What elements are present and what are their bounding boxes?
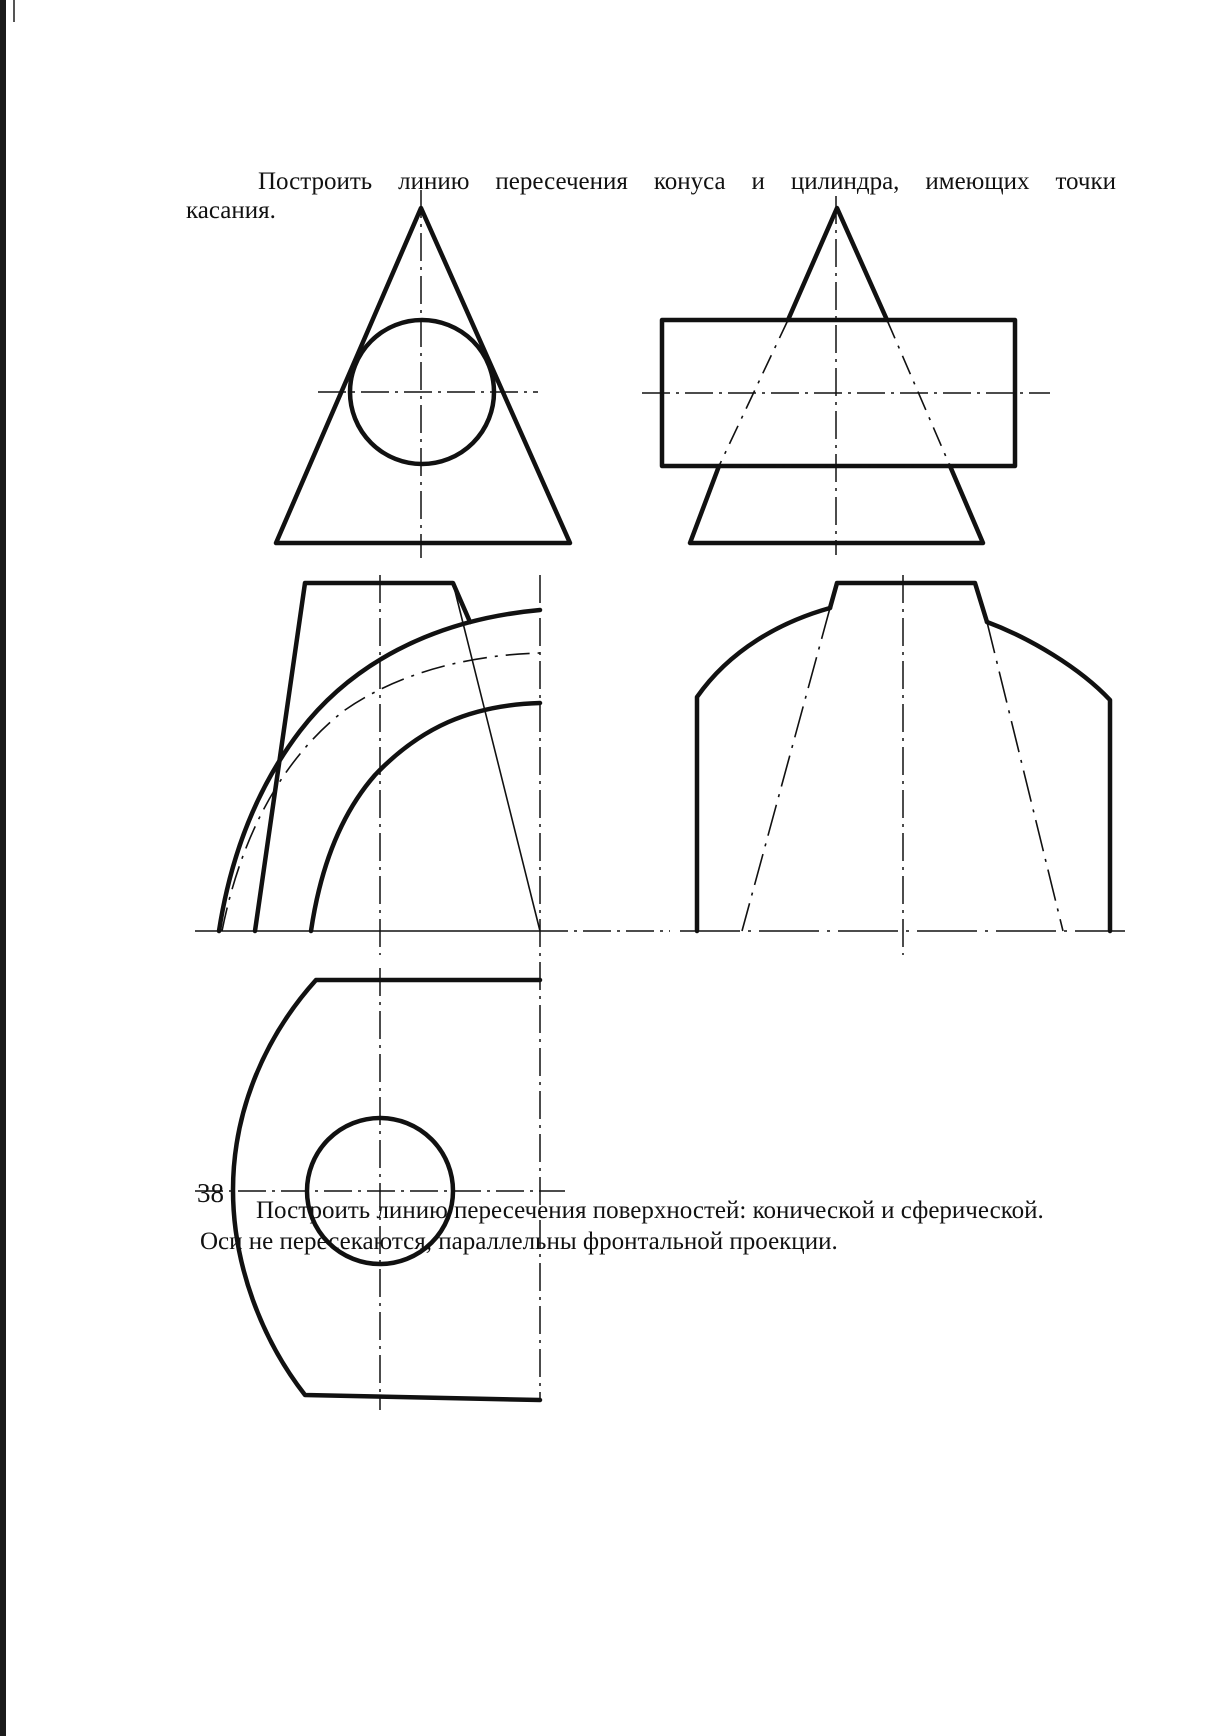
page-number: 38 <box>197 1178 224 1208</box>
cone-side-right-generatrix <box>987 622 1063 931</box>
sphere-dashdot-arc <box>222 653 540 931</box>
figure-cone-sphere-side-view <box>680 575 1125 955</box>
figure-cone-cylinder-side-view <box>642 196 1050 555</box>
figure-cone-sphere-front-view <box>195 575 670 1402</box>
cone-top-part <box>788 208 887 320</box>
task-2-text <box>200 1195 1130 1257</box>
task-2-line-1: Построить линию пересечения поверхностей: конической и сферической. <box>256 1197 1044 1224</box>
truncated-cone-outline <box>255 583 470 931</box>
cone-side-left-generatrix <box>742 608 830 931</box>
cone-front-outline <box>276 208 570 543</box>
task-1-line-1: Построить линию пересечения конуса и цилиндра, имеющих точки <box>258 168 1116 195</box>
cone-hidden-right-line <box>453 583 540 931</box>
truncated-cone-side-top <box>830 583 987 622</box>
figure-top-view <box>195 968 565 1410</box>
task-2-line-2: Оси не пересекаются, параллельны фронтальной проекции. <box>200 1228 838 1255</box>
sphere-inner-arc <box>311 703 540 931</box>
top-view-outline <box>233 980 540 1400</box>
figure-cone-circle-front-view <box>276 190 570 558</box>
task-1-line-2: касания. <box>186 197 276 224</box>
